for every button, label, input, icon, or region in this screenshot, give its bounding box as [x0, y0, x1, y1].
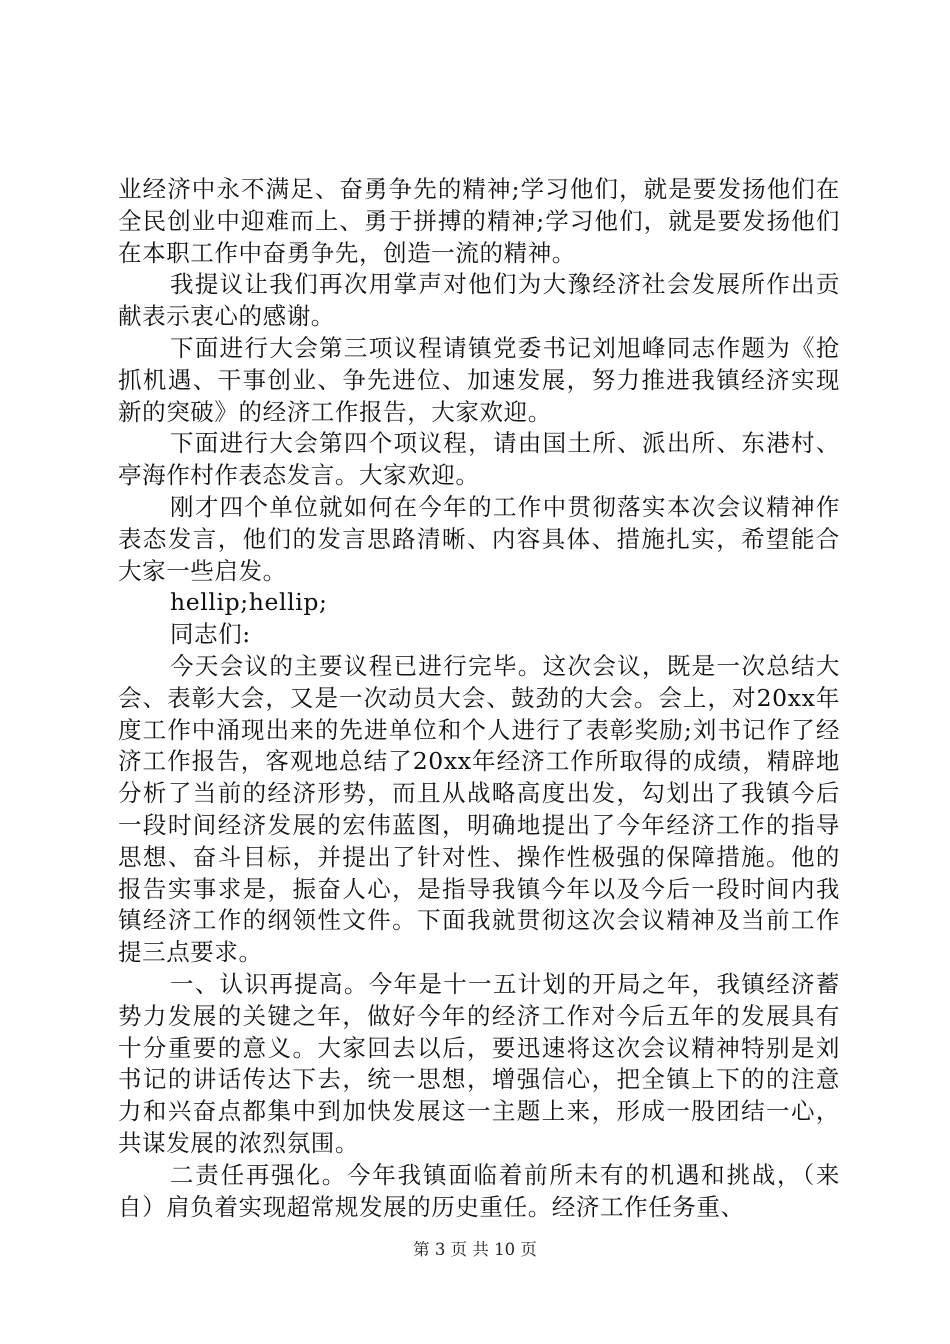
- paragraph: 同志们:: [170, 620, 251, 649]
- paragraph: 一、认识再提高。今年是十一五计划的开局之年，我镇经济蓄势力发展的关键之年，做好今年的经济工作对今后五年的发展具有十分重要的意义。大家回去以后，要迅速将这次会议精神特别是刘书记的讲话传达下去，统一思想，增强信心，把全镇上下的的注意力和兴奋点都集中到加快发展这一主题上来，形成一股团结一心，共谋发展的浓烈氛围。: [118, 969, 840, 1157]
- page-footer: [0, 1239, 950, 1261]
- paragraph: hellip;hellip;: [170, 588, 328, 617]
- paragraph: 业经济中永不满足、奋勇争先的精神;学习他们，就是要发扬他们在全民创业中迎难而上、勇于拼搏的精神;学习他们，就是要发扬他们在本职工作中奋勇争先，创造一流的精神。: [118, 175, 840, 267]
- paragraph: 下面进行大会第四个项议程，请由国土所、派出所、东港村、亭海作村作表态发言。大家欢迎。: [118, 429, 840, 490]
- paragraph: 今天会议的主要议程已进行完毕。这次会议，既是一次总结大会、表彰大会，又是一次动员大会、鼓劲的大会。会上，对20xx年度工作中涌现出来的先进单位和个人进行了表彰奖励;刘书记作了经济工作报告，客观地总结了20xx年经济工作所取得的成绩，精辟地分析了当前的经济形势，而且从战略高度出发，勾划出了我镇今后一段时间经济发展的宏伟蓝图，明确地提出了今年经济工作的指导思想、奋斗目标，并提出了针对性、操作性极强的保障措施。他的报告实事求是，振奋人心，是指导我镇今年以及今后一段时间内我镇经济工作的纲领性文件。下面我就贯彻这次会议精神及当前工作提三点要求。: [118, 651, 840, 967]
- page-number-label: 第 3 页 共 10 页: [413, 1240, 537, 1259]
- document-body: [118, 174, 840, 1223]
- paragraph: 刚才四个单位就如何在今年的工作中贯彻落实本次会议精神作表态发言，他们的发言思路清晰、内容具体、措施扎实，希望能合大家一些启发。: [118, 492, 840, 585]
- paragraph: 二责任再强化。今年我镇面临着前所未有的机遇和挑战，（来自）肩负着实现超常规发展的历史重任。经济工作任务重、: [118, 1160, 840, 1221]
- paragraph: 下面进行大会第三项议程请镇党委书记刘旭峰同志作题为《抢抓机遇、干事创业、争先进位、加速发展，努力推进我镇经济实现新的突破》的经济工作报告，大家欢迎。: [118, 333, 840, 426]
- paragraph: 我提议让我们再次用掌声对他们为大豫经济社会发展所作出贡献表示衷心的感谢。: [118, 270, 840, 331]
